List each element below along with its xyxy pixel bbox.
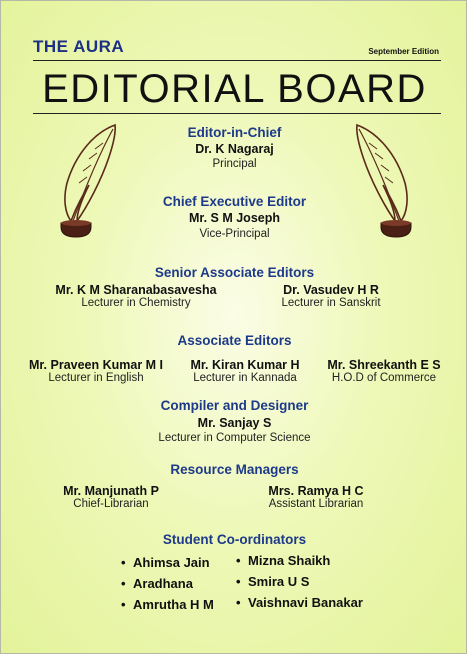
- compiler-designer-heading: Compiler and Designer: [160, 398, 309, 413]
- bottom-rule: [33, 113, 441, 114]
- list-item: • Amrutha H M: [121, 597, 214, 612]
- associate-editor-1: [21, 358, 171, 384]
- chief-executive-editor-heading: Chief Executive Editor: [162, 194, 307, 209]
- member-name: Mrs. Ramya H C: [268, 484, 364, 498]
- resource-manager-1: [46, 484, 176, 510]
- member-role: Chief-Librarian: [73, 498, 149, 510]
- student-list-right: [236, 553, 363, 616]
- member-name: Mr. Manjunath P: [63, 484, 159, 498]
- member-role: Lecturer in English: [48, 372, 144, 384]
- member-role: Lecturer in Kannada: [193, 372, 297, 384]
- member-name: Mr. Praveen Kumar M I: [28, 358, 164, 372]
- list-item: • Smira U S: [236, 574, 310, 589]
- member-name: Mr. Kiran Kumar H: [190, 358, 300, 372]
- member-name: Mr. K M Sharanabasavesha: [55, 283, 217, 297]
- senior-editor-2: [251, 283, 411, 309]
- list-item: • Aradhana: [121, 576, 193, 591]
- list-item: • Mizna Shaikh: [236, 553, 331, 568]
- member-role: Lecturer in Sanskrit: [281, 297, 381, 309]
- magazine-name: THE AURA: [33, 37, 125, 56]
- senior-editor-1: [41, 283, 231, 309]
- page-title: EDITORIAL BOARD: [42, 67, 427, 111]
- edition-label: September Edition: [368, 47, 439, 56]
- editor-in-chief-name: Dr. K Nagaraj: [195, 142, 274, 156]
- associate-editor-3: [313, 358, 455, 384]
- top-rule: [33, 60, 441, 61]
- resource-manager-2: [251, 484, 381, 510]
- senior-associate-editors-heading: Senior Associate Editors: [154, 265, 315, 280]
- student-list-left: [121, 555, 214, 618]
- list-item: • Vaishnavi Banakar: [236, 595, 363, 610]
- list-item: • Ahimsa Jain: [121, 555, 210, 570]
- member-role: Assistant Librarian: [268, 498, 364, 510]
- chief-executive-editor-name: Mr. S M Joseph: [189, 211, 280, 225]
- member-role: Lecturer in Chemistry: [81, 297, 191, 309]
- resource-managers-heading: Resource Managers: [170, 462, 299, 477]
- student-coordinators-heading: Student Co-ordinators: [162, 532, 307, 547]
- chief-executive-editor-role: Vice-Principal: [199, 228, 270, 240]
- compiler-designer-name: Mr. Sanjay S: [197, 416, 272, 430]
- editor-in-chief-role: Principal: [212, 158, 257, 170]
- editor-in-chief-heading: Editor-in-Chief: [187, 125, 282, 140]
- member-name: Mr. Shreekanth E S: [327, 358, 441, 372]
- associate-editors-heading: Associate Editors: [177, 333, 292, 348]
- member-name: Dr. Vasudev H R: [283, 283, 379, 297]
- associate-editor-2: [175, 358, 315, 384]
- member-role: H.O.D of Commerce: [331, 372, 437, 384]
- compiler-designer-role: Lecturer in Computer Science: [158, 432, 311, 444]
